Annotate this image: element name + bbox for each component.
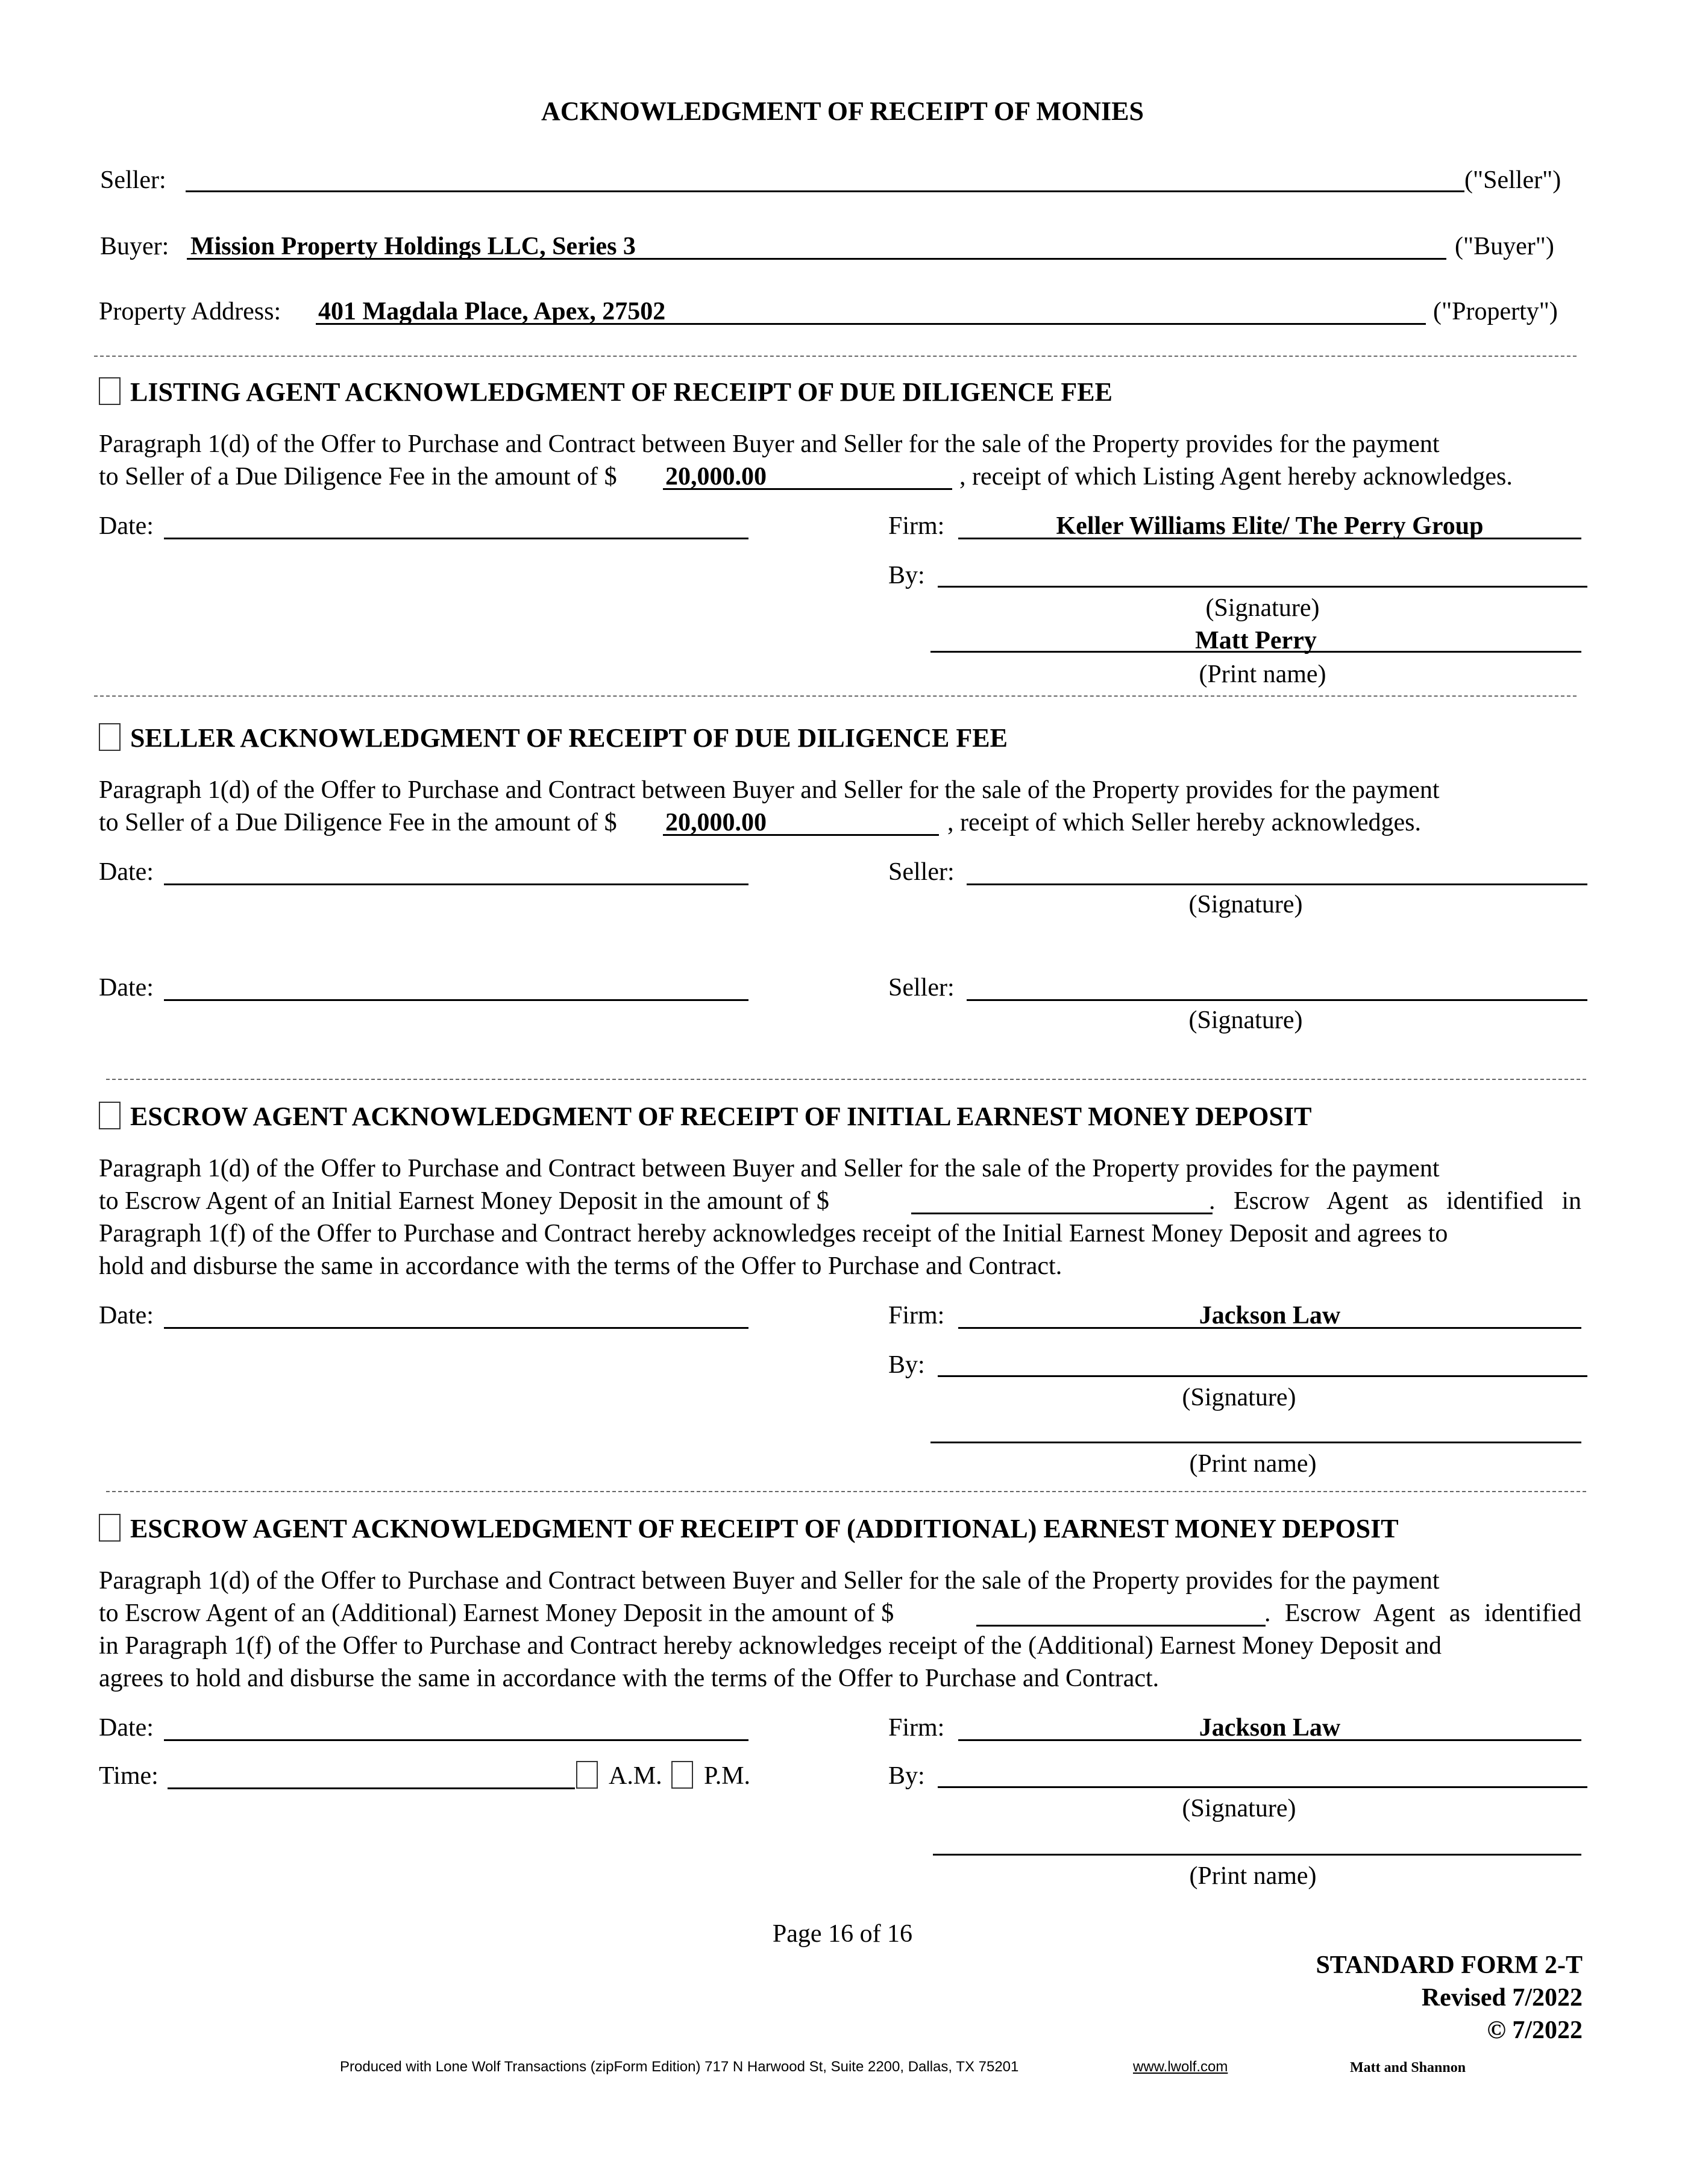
buyer-value: Mission Property Holdings LLC, Series 3 [190, 233, 636, 260]
seller-suffix: ("Seller") [1464, 166, 1561, 194]
escrow-additional-signature-caption: (Signature) [1182, 1795, 1296, 1822]
escrow-additional-by-label: By: [888, 1762, 925, 1790]
seller-ack-para-line2-pre: to Seller of a Due Diligence Fee in the amount of $ [99, 809, 617, 836]
listing-agent-para-line1: Paragraph 1(d) of the Offer to Purchase and Contract between Buyer and Seller for the sale of the Property provides for the payment [99, 430, 1440, 458]
pm-label: P.M. [704, 1762, 751, 1790]
escrow-initial-firm-label: Firm: [888, 1302, 945, 1329]
escrow-additional-date-field[interactable] [164, 1739, 748, 1741]
divider [94, 356, 1577, 357]
escrow-additional-para-line2-pre: to Escrow Agent of an (Additional) Earnest Money Deposit in the amount of $ [99, 1599, 894, 1627]
seller-field[interactable] [186, 190, 1464, 192]
escrow-additional-date-label: Date: [99, 1714, 154, 1742]
escrow-additional-checkbox[interactable] [99, 1514, 121, 1542]
seller-label: Seller: [100, 166, 166, 194]
listing-agent-signature-field[interactable] [938, 586, 1587, 588]
escrow-initial-print-name-field[interactable] [930, 1442, 1581, 1443]
property-label: Property Address: [99, 298, 281, 325]
listing-agent-date-field[interactable] [164, 538, 748, 539]
form-name: STANDARD FORM 2-T [1316, 1951, 1583, 1979]
seller-ack-date-field-2[interactable] [164, 999, 748, 1001]
seller-ack-checkbox[interactable] [99, 723, 121, 751]
form-revised: Revised 7/2022 [1421, 1984, 1583, 2012]
am-label: A.M. [609, 1762, 662, 1790]
seller-ack-heading: SELLER ACKNOWLEDGMENT OF RECEIPT OF DUE DILIGENCE FEE [130, 723, 1008, 753]
escrow-additional-print-name-caption: (Print name) [1189, 1862, 1317, 1890]
listing-agent-para-line2-pre: to Seller of a Due Diligence Fee in the amount of $ [99, 463, 617, 491]
seller-ack-signature-field-2[interactable] [967, 999, 1587, 1001]
form-copyright: © 7/2022 [1487, 2016, 1583, 2044]
escrow-additional-heading: ESCROW AGENT ACKNOWLEDGMENT OF RECEIPT OF (ADDITIONAL) EARNEST MONEY DEPOSIT [130, 1514, 1399, 1543]
escrow-initial-amount-field[interactable] [911, 1213, 1213, 1214]
escrow-additional-print-name-field[interactable] [933, 1854, 1581, 1856]
seller-ack-para-line1: Paragraph 1(d) of the Offer to Purchase and Contract between Buyer and Seller for the sale of the Property provides for the payment [99, 776, 1440, 804]
escrow-initial-para-line3: Paragraph 1(f) of the Offer to Purchase and Contract hereby acknowledges receipt of the Initial Earnest Money Deposit and agrees to [99, 1220, 1448, 1247]
listing-agent-firm-label: Firm: [888, 512, 945, 540]
listing-agent-print-name-caption: (Print name) [1199, 661, 1326, 688]
seller-ack-amount: 20,000.00 [665, 809, 767, 836]
escrow-additional-firm-value: Jackson Law [1199, 1714, 1341, 1742]
escrow-additional-signature-field[interactable] [938, 1786, 1587, 1788]
website-link[interactable]: www.lwolf.com [1133, 2059, 1228, 2075]
seller-ack-seller-label-1: Seller: [888, 858, 955, 886]
escrow-initial-date-field[interactable] [164, 1327, 748, 1329]
escrow-additional-para-line1: Paragraph 1(d) of the Offer to Purchase and Contract between Buyer and Seller for the sale of the Property provides for the payment [99, 1567, 1440, 1595]
escrow-initial-firm-value: Jackson Law [1199, 1302, 1341, 1329]
escrow-initial-signature-field[interactable] [938, 1375, 1587, 1377]
escrow-initial-checkbox[interactable] [99, 1102, 121, 1129]
seller-ack-signature-caption-2: (Signature) [1188, 1006, 1303, 1034]
listing-agent-date-label: Date: [99, 512, 154, 540]
property-value: 401 Magdala Place, Apex, 27502 [318, 298, 666, 325]
escrow-additional-firm-label: Firm: [888, 1714, 945, 1742]
escrow-additional-para-line2-post: . Escrow Agent as identified [1264, 1599, 1581, 1627]
produced-by: Produced with Lone Wolf Transactions (zipForm Edition) 717 N Harwood St, Suite 2200, Dallas, TX 75201 [340, 2059, 1019, 2075]
listing-agent-amount: 20,000.00 [665, 463, 767, 491]
escrow-initial-print-name-caption: (Print name) [1189, 1450, 1317, 1478]
listing-agent-firm-value: Keller Williams Elite/ The Perry Group [1056, 512, 1484, 540]
listing-agent-by-label: By: [888, 562, 925, 589]
seller-ack-para-line2-post: , receipt of which Seller hereby acknowledges. [947, 809, 1422, 836]
escrow-initial-signature-caption: (Signature) [1182, 1384, 1296, 1411]
listing-agent-heading: LISTING AGENT ACKNOWLEDGMENT OF RECEIPT OF DUE DILIGENCE FEE [130, 377, 1112, 407]
escrow-additional-para-line3: in Paragraph 1(f) of the Offer to Purchase and Contract hereby acknowledges receipt of the (Additional) Earnest Money Deposit and [99, 1632, 1442, 1660]
divider [106, 1079, 1586, 1080]
escrow-initial-date-label: Date: [99, 1302, 154, 1329]
page-title: ACKNOWLEDGMENT OF RECEIPT OF MONIES [541, 96, 1144, 126]
am-checkbox[interactable] [576, 1761, 598, 1789]
escrow-initial-heading: ESCROW AGENT ACKNOWLEDGMENT OF RECEIPT OF INITIAL EARNEST MONEY DEPOSIT [130, 1102, 1312, 1131]
divider [94, 695, 1577, 697]
file-name: Matt and Shannon [1350, 2060, 1466, 2076]
buyer-suffix: ("Buyer") [1455, 233, 1554, 260]
escrow-initial-by-label: By: [888, 1351, 925, 1379]
property-suffix: ("Property") [1433, 298, 1558, 325]
listing-agent-print-name-value: Matt Perry [1195, 627, 1317, 654]
seller-ack-date-label-1: Date: [99, 858, 154, 886]
escrow-initial-para-line1: Paragraph 1(d) of the Offer to Purchase and Contract between Buyer and Seller for the sale of the Property provides for the payment [99, 1155, 1440, 1182]
listing-agent-signature-caption: (Signature) [1205, 594, 1320, 622]
escrow-additional-amount-field[interactable] [976, 1625, 1266, 1627]
buyer-label: Buyer: [100, 233, 169, 260]
escrow-initial-para-line4: hold and disburse the same in accordance with the terms of the Offer to Purchase and Contract. [99, 1252, 1062, 1280]
seller-ack-date-field-1[interactable] [164, 883, 748, 885]
seller-ack-seller-label-2: Seller: [888, 974, 955, 1002]
listing-agent-checkbox[interactable] [99, 377, 121, 405]
listing-agent-para-line2-post: , receipt of which Listing Agent hereby acknowledges. [959, 463, 1513, 491]
escrow-additional-time-field[interactable] [168, 1787, 575, 1789]
divider [106, 1491, 1586, 1492]
seller-ack-date-label-2: Date: [99, 974, 154, 1002]
page-number: Page 16 of 16 [772, 1920, 913, 1948]
escrow-initial-para-line2-pre: to Escrow Agent of an Initial Earnest Money Deposit in the amount of $ [99, 1187, 829, 1215]
seller-ack-signature-caption-1: (Signature) [1188, 891, 1303, 918]
escrow-additional-time-label: Time: [99, 1762, 158, 1790]
pm-checkbox[interactable] [671, 1761, 693, 1789]
seller-ack-signature-field-1[interactable] [967, 883, 1587, 885]
escrow-additional-para-line4: agrees to hold and disburse the same in accordance with the terms of the Offer to Purchase and Contract. [99, 1665, 1159, 1692]
escrow-initial-para-line2-post: . Escrow Agent as identified in [1209, 1187, 1581, 1215]
